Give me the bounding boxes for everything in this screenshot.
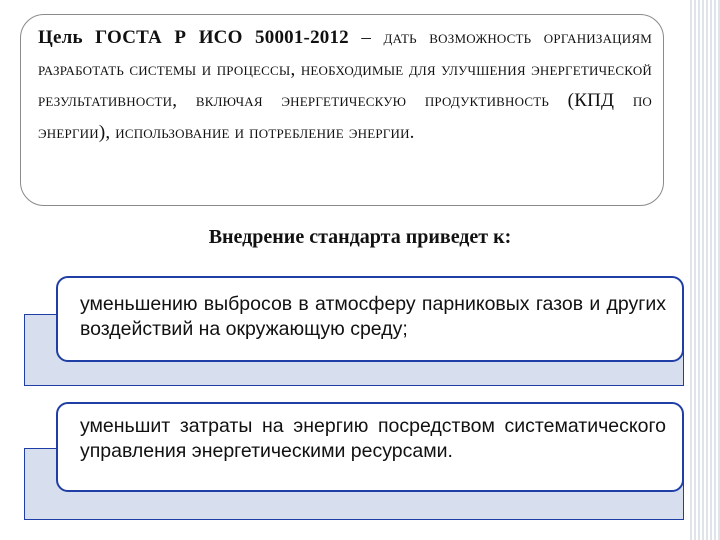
subheading: Внедрение стандарта приведет к: bbox=[208, 226, 512, 248]
list-item-text: уменьшению выбросов в атмосферу парниковых газов и других воздействий на окружающую среду; bbox=[80, 293, 666, 340]
goal-lead: Цель ГОСТА Р ИСО 50001-2012 bbox=[38, 27, 349, 48]
list-item bbox=[56, 276, 684, 362]
goal-paragraph bbox=[38, 22, 652, 148]
list-item-text: уменьшит затраты на энергию посредством систематического управления энергетическими ресурсами. bbox=[80, 415, 666, 462]
list-item bbox=[56, 402, 684, 492]
decorative-side-stripe bbox=[688, 0, 720, 540]
goal-text: – дать возможность организациям разработать системы и процессы, необходимые для улучшения энергетической результативности, включая энергетическую продуктивность (КПД по энергии), использование и потребление энергии. bbox=[38, 27, 652, 143]
